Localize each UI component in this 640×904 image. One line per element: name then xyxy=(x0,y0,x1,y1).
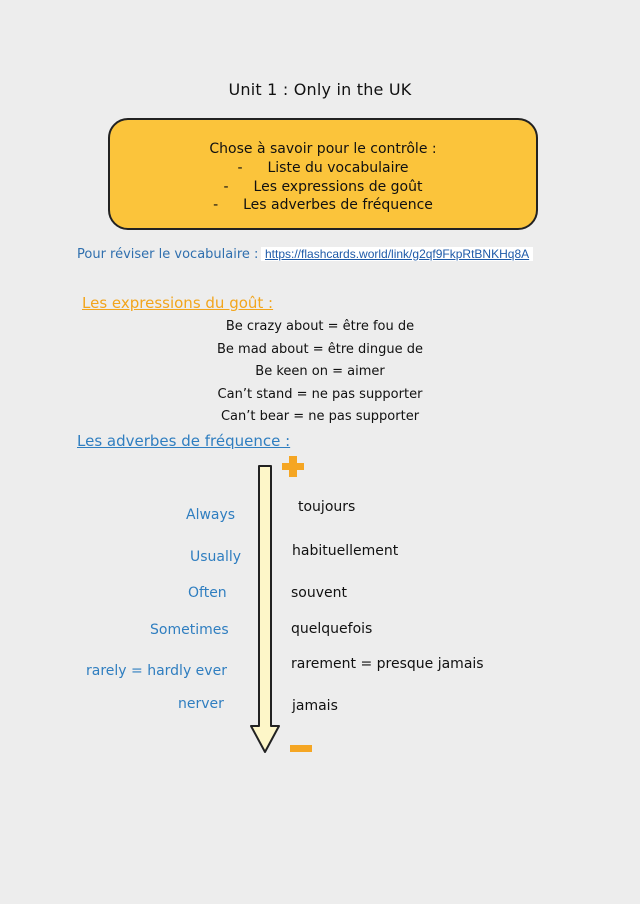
box-item xyxy=(110,197,536,213)
adverb-fr: rarement = presque jamais xyxy=(291,656,484,672)
adverb-fr: habituellement xyxy=(292,543,399,559)
box-item-text: Liste du vocabulaire xyxy=(267,160,409,176)
revise-label: Pour réviser le vocabulaire : xyxy=(77,247,259,262)
expression-item: Can’t bear = ne pas supporter xyxy=(220,409,420,424)
box-item-text: Les expressions de goût xyxy=(253,179,423,195)
expression-item: Be mad about = être dingue de xyxy=(217,342,423,357)
dash: - xyxy=(223,179,229,195)
plus-icon xyxy=(289,456,297,477)
box-item xyxy=(110,179,536,195)
box-item-text: Les adverbes de fréquence xyxy=(243,197,433,213)
page-title: Unit 1 : Only in the UK xyxy=(228,80,412,99)
expression-item: Be crazy about = être fou de xyxy=(225,319,415,334)
adverb-fr: souvent xyxy=(291,585,347,601)
dash: - xyxy=(237,160,243,176)
adverb-en: Often xyxy=(188,585,227,601)
adverb-fr: toujours xyxy=(298,499,356,515)
expression-item: Can’t stand = ne pas supporter xyxy=(217,387,423,402)
box-item xyxy=(110,160,536,176)
info-box xyxy=(108,118,538,230)
adverb-en: nerver xyxy=(178,696,224,712)
adverb-en: Sometimes xyxy=(150,622,229,638)
adverb-fr: quelquefois xyxy=(291,621,373,637)
adverb-en: Usually xyxy=(190,549,242,565)
box-heading: Chose à savoir pour le contrôle : xyxy=(209,141,437,157)
minus-icon xyxy=(290,745,312,752)
expressions-heading: Les expressions du goût : xyxy=(82,294,274,312)
adverb-en: Always xyxy=(186,507,236,523)
flashcards-link[interactable]: https://flashcards.world/link/g2qf9FkpRtBNKHq8A xyxy=(261,247,533,261)
down-arrow-icon xyxy=(248,464,282,756)
adverb-en: rarely = hardly ever xyxy=(86,663,227,679)
dash: - xyxy=(213,197,219,213)
expression-item: Be keen on = aimer xyxy=(255,364,385,379)
adverb-fr: jamais xyxy=(292,698,338,714)
adverbs-heading: Les adverbes de fréquence : xyxy=(77,432,291,450)
